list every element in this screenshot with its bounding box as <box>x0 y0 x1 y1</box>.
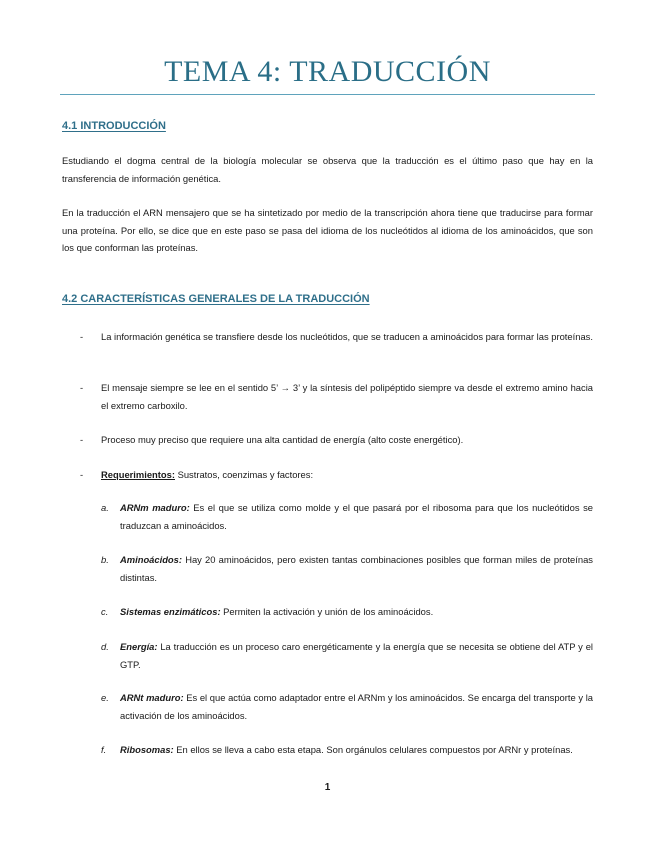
item-term: Sistemas enzimáticos: <box>120 606 221 617</box>
section-heading-introduccion: 4.1 INTRODUCCIÓN <box>62 120 166 132</box>
bullet-marker: - <box>80 434 84 445</box>
item-term: ARNt maduro: <box>120 692 184 703</box>
section-heading-caracteristicas: 4.2 CARACTERÍSTICAS GENERALES DE LA TRADUCCIÓN <box>62 293 370 305</box>
bullet-text: Proceso muy preciso que requiere una alta cantidad de energía (alto coste energético). <box>101 434 464 445</box>
requirements-label: Requerimientos: <box>101 469 175 480</box>
bullet-text: El mensaje siempre se lee en el sentido 5’ → 3’ y la síntesis del polipéptido siempre va desde el extremo amino hacia el extremo carboxilo. <box>101 382 593 411</box>
bullet-marker: - <box>80 382 84 393</box>
item-text <box>120 551 593 586</box>
bullet-text <box>101 466 593 484</box>
item-text <box>120 741 593 759</box>
item-description: En ellos se lleva a cabo esta etapa. Son orgánulos celulares compuestos por ARNr y proteínas. <box>173 744 573 755</box>
item-letter: b. <box>101 554 109 565</box>
page-number: 1 <box>324 782 331 793</box>
item-term: Energía: <box>120 641 158 652</box>
item-letter: d. <box>101 641 109 652</box>
item-term: Ribosomas: <box>120 744 174 755</box>
item-letter: f. <box>101 744 107 755</box>
item-letter: c. <box>101 606 109 617</box>
title-divider <box>60 94 595 95</box>
item-text <box>120 638 593 673</box>
item-description: Es el que se utiliza como molde y el que pasará por el ribosoma para que los nucleótidos se traduzcan a aminoácidos. <box>120 502 593 531</box>
item-letter: a. <box>101 502 109 513</box>
bullet-text: La información genética se transfiere desde los nucleótidos, que se traducen a aminoácidos para formar las proteínas. <box>101 331 593 342</box>
item-description: Permiten la activación y unión de los aminoácidos. <box>220 606 434 617</box>
intro-paragraph-1: Estudiando el dogma central de la biología molecular se observa que la traducción es el último paso que hay en la transferencia de información genética. <box>62 155 593 184</box>
bullet-marker: - <box>80 331 84 342</box>
page-title: TEMA 4: TRADUCCIÓN <box>164 55 491 88</box>
item-text <box>120 499 593 534</box>
item-term: Aminoácidos: <box>120 554 182 565</box>
item-description: La traducción es un proceso caro energéticamente y la energía que se necesita se obtiene del ATP y el GTP. <box>120 641 593 670</box>
item-description: Hay 20 aminoácidos, pero existen tantas combinaciones posibles que forman miles de proteínas distintas. <box>120 554 593 583</box>
item-description: Es el que actúa como adaptador entre el ARNm y los aminoácidos. Se encarga del transporte y la activación de los aminoácidos. <box>120 692 593 721</box>
item-letter: e. <box>101 692 109 703</box>
intro-paragraph-2: En la traducción el ARN mensajero que se ha sintetizado por medio de la transcripción ahora tiene que traducirse para formar una proteína. Por ello, se dice que en este paso se pasa del idioma de los nucleótidos al idioma de los aminoácidos, que son los que conforman las proteínas. <box>62 207 593 253</box>
item-term: ARNm maduro: <box>120 502 190 513</box>
item-text <box>120 603 593 621</box>
bullet-marker: - <box>80 469 84 480</box>
item-text <box>120 689 593 724</box>
requirements-text: Sustratos, coenzimas y factores: <box>174 469 314 480</box>
